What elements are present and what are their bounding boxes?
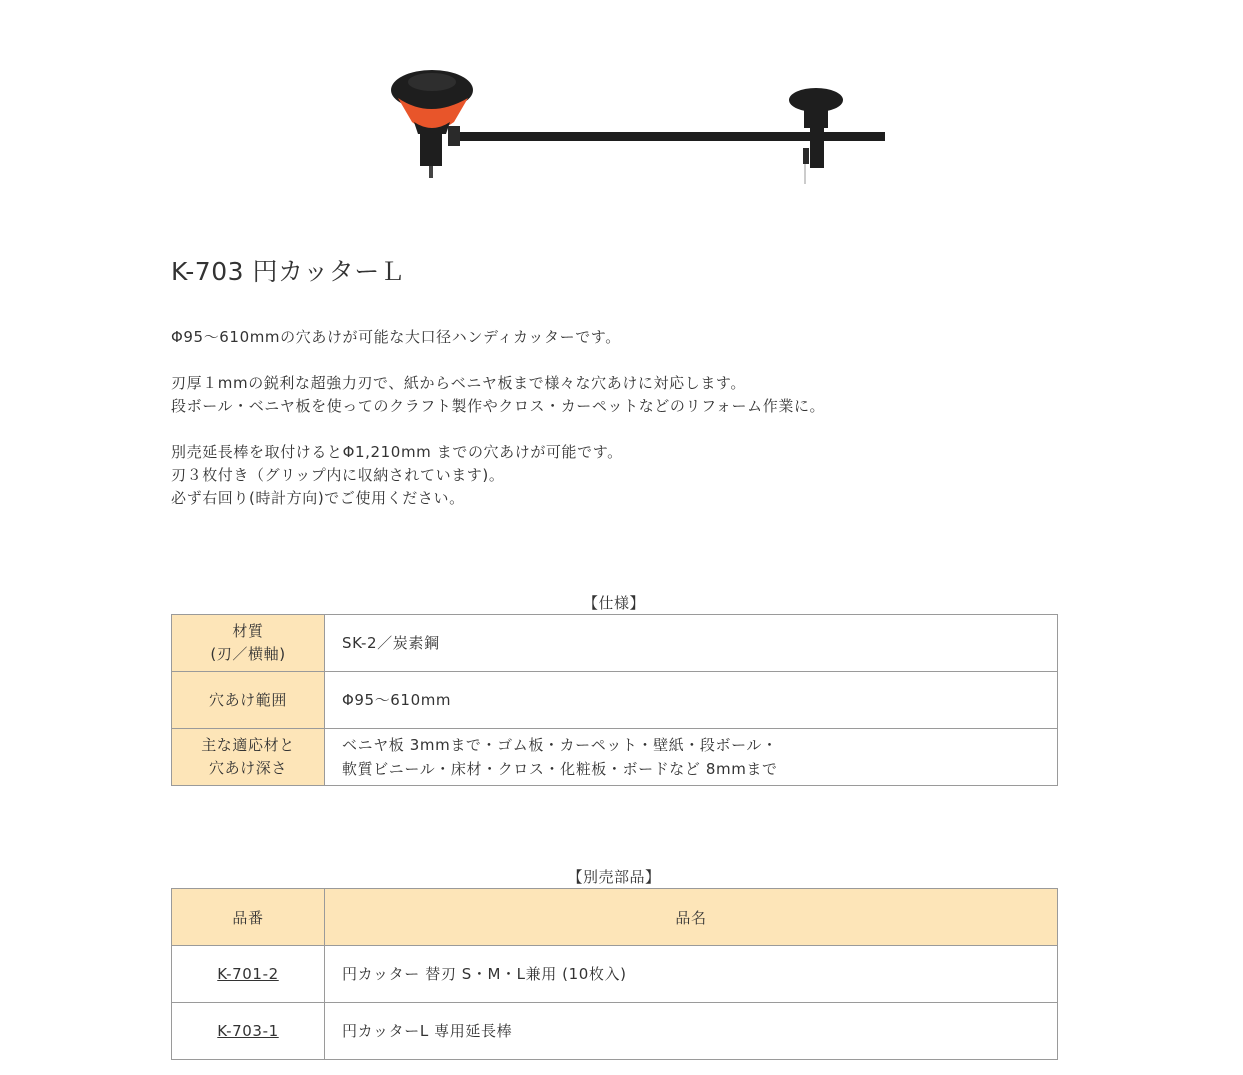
- table-header-row: [172, 889, 1058, 946]
- table-row: [172, 615, 1058, 672]
- spec-value-line: SK-2／炭素鋼: [342, 634, 440, 652]
- spec-table: [171, 614, 1058, 786]
- spec-label-line: (刃／横軸): [210, 645, 286, 663]
- description-paragraph: [171, 372, 1071, 418]
- spec-label-line: 穴あけ深さ: [208, 759, 287, 777]
- table-row: [172, 729, 1058, 786]
- part-number-cell: [172, 1003, 325, 1060]
- description-line: 別売延長棒を取付けるとΦ1,210mm までの穴あけが可能です。: [171, 443, 623, 461]
- spec-value-line: Φ95～610mm: [342, 691, 452, 709]
- part-name: 円カッターL 専用延長棒: [325, 1003, 1058, 1060]
- table-row: [172, 672, 1058, 729]
- column-header-number: 品番: [172, 889, 325, 946]
- description-line: 刃厚１mmの鋭利な超強力刃で、紙からベニヤ板まで様々な穴あけに対応します。: [171, 374, 746, 392]
- spec-label-line: 材質: [232, 622, 264, 640]
- spec-label: [172, 672, 325, 729]
- spec-label: [172, 729, 325, 786]
- product-description: [171, 326, 1071, 533]
- spec-value: [325, 729, 1058, 786]
- column-header-name: 品名: [325, 889, 1058, 946]
- spec-label-line: 主な適応材と: [201, 736, 295, 754]
- spec-caption: 【仕様】: [582, 594, 645, 612]
- parts-table: [171, 888, 1058, 1060]
- description-line: 段ボール・ベニヤ板を使ってのクラフト製作やクロス・カーペットなどのリフォーム作業に。: [171, 397, 826, 415]
- spec-value: [325, 672, 1058, 729]
- spec-value-line: 軟質ビニール・床材・クロス・化粧板・ボードなど 8mmまで: [342, 760, 778, 778]
- parts-caption: 【別売部品】: [567, 868, 661, 886]
- table-row: [172, 946, 1058, 1003]
- product-title: K-703 円カッターＬ: [171, 257, 406, 286]
- part-number-link[interactable]: K-703-1: [217, 1022, 279, 1040]
- description-line: 刃３枚付き（グリップ内に収納されています)。: [171, 466, 505, 484]
- part-name: 円カッター 替刃 S・M・L兼用 (10枚入): [325, 946, 1058, 1003]
- table-row: [172, 1003, 1058, 1060]
- spec-value: [325, 615, 1058, 672]
- part-number-cell: [172, 946, 325, 1003]
- spec-value-line: ベニヤ板 3mmまで・ゴム板・カーペット・壁紙・段ボール・: [342, 736, 778, 754]
- description-line: 必ず右回り(時計方向)でご使用ください。: [171, 489, 465, 507]
- description-line: Φ95～610mmの穴あけが可能な大口径ハンディカッターです。: [171, 328, 621, 346]
- spec-label: [172, 615, 325, 672]
- description-paragraph: [171, 441, 1071, 510]
- spec-label-line: 穴あけ範囲: [208, 690, 287, 709]
- circle-cutter-product-photo: [380, 60, 900, 190]
- description-paragraph: [171, 326, 1071, 349]
- part-number-link[interactable]: K-701-2: [217, 965, 279, 983]
